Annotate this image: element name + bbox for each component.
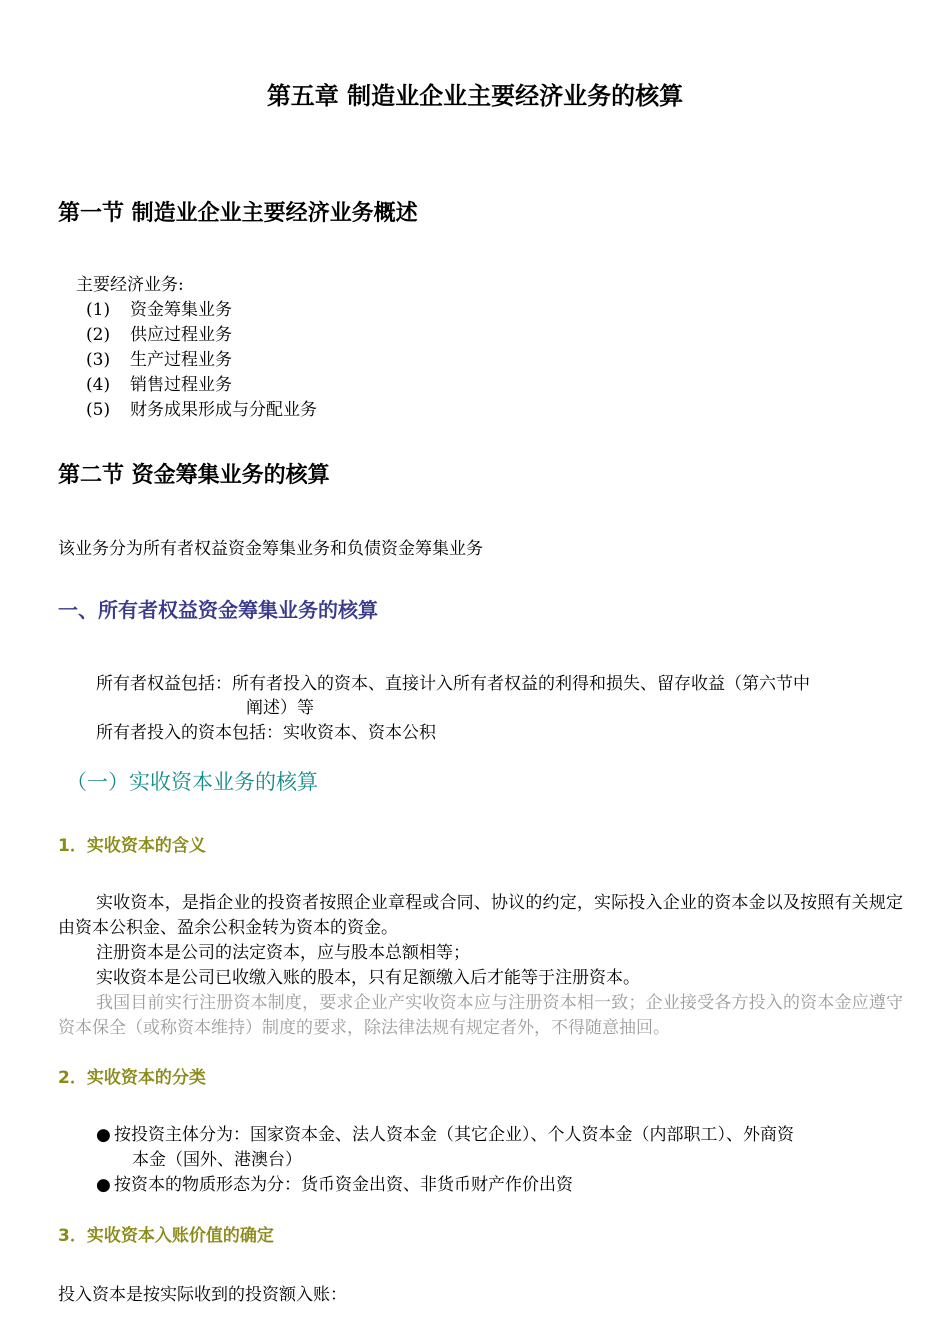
sub1-title: （一）实收资本业务的核算 xyxy=(66,770,318,794)
bullet-item xyxy=(96,1173,573,1198)
list-item-text: 销售过程业务 xyxy=(130,375,232,395)
list-item xyxy=(86,348,232,373)
list-item-number: (2) xyxy=(86,325,111,345)
list-item xyxy=(86,298,232,323)
bullet-icon: ● xyxy=(96,1175,111,1195)
heading-valuation: 3．实收资本入账价值的确定 xyxy=(58,1226,274,1246)
bullet-text: 按资本的物质形态为分：货币资金出资、非货币财产作价出资 xyxy=(114,1175,573,1195)
paragraph-registered: 注册资本是公司的法定资本，应与股本总额相等； xyxy=(96,943,470,963)
list-item-text: 资金筹集业务 xyxy=(130,300,232,320)
heading-classification: 2．实收资本的分类 xyxy=(58,1068,206,1088)
chapter-title: 第五章 制造业企业主要经济业务的核算 xyxy=(266,82,684,110)
paragraph-valuation: 投入资本是按实际收到的投资额入账： xyxy=(58,1285,347,1305)
list-item-number: (1) xyxy=(86,300,111,320)
list-item-number: (5) xyxy=(86,400,111,420)
section1-title: 第一节 制造业企业主要经济业务概述 xyxy=(58,201,418,226)
equity-line1-cont: 阐述）等 xyxy=(246,698,314,718)
paragraph-paid-in: 实收资本是公司已收缴入账的股本，只有足额缴入后才能等于注册资本。 xyxy=(96,968,640,988)
paragraph-definition: 实收资本，是指企业的投资者按照企业章程或合同、协议的约定，实际投入企业的资本金以及按照有关规定由资本公积金、盈余公积金转为资本的资金。 xyxy=(58,893,903,938)
bullet-item-cont: 本金（国外、港澳台） xyxy=(132,1150,302,1170)
list-item-text: 供应过程业务 xyxy=(130,325,232,345)
list-item-number: (3) xyxy=(86,350,111,370)
list-item xyxy=(86,398,317,423)
list-item-number: (4) xyxy=(86,375,111,395)
list-item-text: 财务成果形成与分配业务 xyxy=(130,400,317,420)
heading-meaning: 1．实收资本的含义 xyxy=(58,836,206,856)
paragraph-capital-system: 我国目前实行注册资本制度，要求企业产实收资本应与注册资本相一致；企业接受各方投入的资本金应遵守资本保全（或称资本维持）制度的要求，除法律法规有规定者外，不得随意抽回。 xyxy=(58,993,903,1038)
part1-title: 一、所有者权益资金筹集业务的核算 xyxy=(58,598,378,622)
bullet-item xyxy=(96,1123,794,1148)
list-item xyxy=(86,373,232,398)
bullet-icon: ● xyxy=(96,1125,111,1145)
section2-title: 第二节 资金筹集业务的核算 xyxy=(58,463,330,488)
equity-line2: 所有者投入的资本包括：实收资本、资本公积 xyxy=(96,723,436,743)
list-item xyxy=(86,323,232,348)
equity-line1: 所有者权益包括：所有者投入的资本、直接计入所有者权益的利得和损失、留存收益（第六节中 xyxy=(96,674,810,694)
section1-intro: 主要经济业务: xyxy=(76,275,184,295)
list-item-text: 生产过程业务 xyxy=(130,350,232,370)
bullet-text: 按投资主体分为：国家资本金、法人资本金（其它企业）、个人资本金（内部职工）、外商资 xyxy=(114,1125,794,1145)
section2-intro: 该业务分为所有者权益资金筹集业务和负债资金筹集业务 xyxy=(58,539,483,559)
